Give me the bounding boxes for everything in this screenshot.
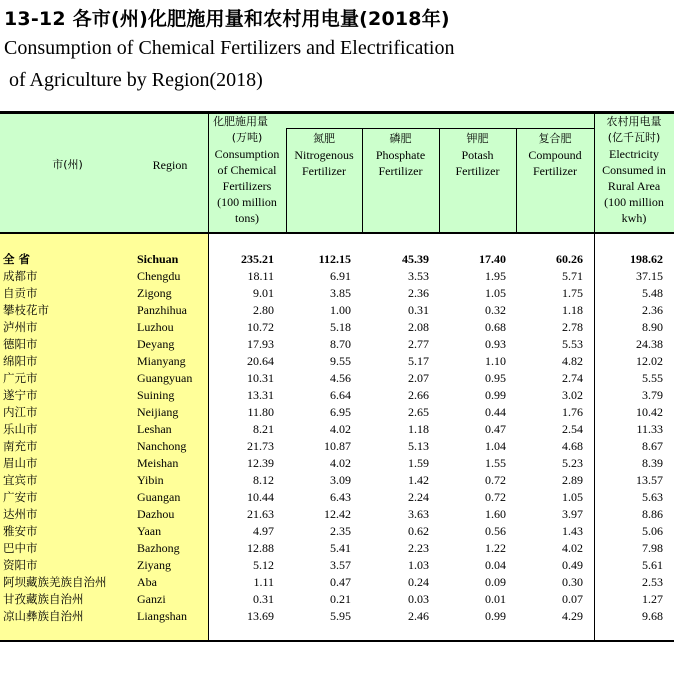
region-en: Luzhou [137,320,174,334]
cell-compound: 4.82 [562,354,583,368]
cell-compound: 4.02 [562,541,583,555]
cell-nitrogenous: 4.56 [330,371,351,385]
cell-compound: 0.07 [562,592,583,606]
region-en: Liangshan [137,609,187,623]
cell-fertilizer-total: 5.12 [253,558,274,572]
cell-fertilizer-total: 9.01 [253,286,274,300]
cell-electricity: 2.53 [642,575,663,589]
region-cn: 宜宾市 [3,473,38,487]
potash-en-2: Fertilizer [455,164,500,178]
elec-unit-cn: (亿千瓦时) [607,131,661,144]
cell-nitrogenous: 112.15 [318,252,351,266]
region-cn: 攀枝花市 [3,303,49,317]
region-cn: 德阳市 [3,337,38,351]
region-cn: 巴中市 [3,541,38,555]
fert-en-5: tons) [235,211,259,225]
table-row [0,540,674,557]
cell-potash: 0.01 [485,592,506,606]
cell-fertilizer-total: 10.72 [247,320,274,334]
cell-electricity: 5.55 [642,371,663,385]
region-en: Guangyuan [137,371,193,385]
phos-en-1: Phosphate [375,148,426,162]
cell-nitrogenous: 0.21 [330,592,351,606]
cell-potash: 0.99 [485,388,506,402]
region-cn: 乐山市 [3,422,38,436]
cell-potash: 1.10 [485,354,506,368]
region-cn: 绵阳市 [3,354,38,368]
region-en: Neijiang [137,405,179,419]
cell-electricity: 10.42 [636,405,663,419]
table-row [0,523,674,540]
phos-cn: 磷肥 [389,132,412,145]
cell-electricity: 11.33 [636,422,663,436]
cell-potash: 0.56 [485,524,506,538]
cell-fertilizer-total: 12.88 [247,541,274,555]
cell-fertilizer-total: 13.31 [247,388,274,402]
region-en: Guangan [137,490,181,504]
comp-cn: 复合肥 [538,132,572,145]
cell-potash: 1.60 [485,507,506,521]
cell-potash: 0.95 [485,371,506,385]
nitro-cn: 氮肥 [313,132,335,145]
cell-fertilizer-total: 2.80 [253,303,274,317]
cell-compound: 1.75 [562,286,583,300]
table-row [0,268,674,285]
cell-nitrogenous: 12.42 [324,507,351,521]
cell-fertilizer-total: 4.97 [253,524,274,538]
table-row [0,285,674,302]
cell-phosphate: 3.53 [408,269,429,283]
region-en: Nanchong [137,439,187,453]
cell-potash: 0.93 [485,337,506,351]
region-cn: 雅安市 [3,524,38,538]
cell-compound: 0.30 [562,575,583,589]
region-cn: 资阳市 [3,558,38,572]
cell-nitrogenous: 6.43 [330,490,351,504]
cell-compound: 1.43 [562,524,583,538]
elec-en-4: (100 million [604,195,664,209]
cell-phosphate: 5.17 [408,354,429,368]
table-bottom-rule [0,640,674,642]
cell-phosphate: 2.46 [408,609,429,623]
region-en: Dazhou [137,507,175,521]
cell-phosphate: 2.07 [408,371,429,385]
cell-compound: 1.05 [562,490,583,504]
cell-nitrogenous: 3.09 [330,473,351,487]
cell-compound: 3.97 [562,507,583,521]
region-en: Bazhong [137,541,180,555]
cell-compound: 5.71 [562,269,583,283]
cell-nitrogenous: 5.95 [330,609,351,623]
region-cn: 南充市 [3,439,38,453]
region-en: Suining [137,388,175,402]
cell-potash: 1.22 [485,541,506,555]
cell-nitrogenous: 4.02 [330,422,351,436]
header-fertilizer-total [208,114,286,226]
elec-en-1: Electricity [609,147,659,161]
cell-phosphate: 2.65 [408,405,429,419]
region-cn: 内江市 [3,405,38,419]
cell-nitrogenous: 6.91 [330,269,351,283]
region-cn: 遂宁市 [3,388,38,402]
table-row [0,353,674,370]
potash-cn: 钾肥 [466,132,489,145]
cell-fertilizer-total: 13.69 [247,609,274,623]
cell-electricity: 8.86 [642,507,663,521]
cell-electricity: 8.90 [642,320,663,334]
cell-potash: 0.68 [485,320,506,334]
cell-phosphate: 0.62 [408,524,429,538]
table-row [0,387,674,404]
region-cn: 阿坝藏族羌族自治州 [3,575,107,589]
cell-compound: 2.74 [562,371,583,385]
region-en: Yaan [137,524,162,538]
cell-fertilizer-total: 10.44 [247,490,274,504]
cell-phosphate: 1.18 [408,422,429,436]
cell-electricity: 24.38 [636,337,663,351]
cell-compound: 5.53 [562,337,583,351]
region-en: Deyang [137,337,175,351]
cell-potash: 1.55 [485,456,506,470]
region-cn: 达州市 [3,507,38,521]
cell-compound: 2.89 [562,473,583,487]
cell-nitrogenous: 3.57 [330,558,351,572]
cell-nitrogenous: 5.18 [330,320,351,334]
potash-en-1: Potash [461,148,494,162]
cell-fertilizer-total: 12.39 [247,456,274,470]
title-english-line1: Consumption of Chemical Fertilizers and Electrification [4,37,455,59]
cell-fertilizer-total: 11.80 [247,405,274,419]
cell-phosphate: 3.63 [408,507,429,521]
cell-electricity: 198.62 [630,252,663,266]
table-row-total [0,251,674,268]
table-top-rule [0,111,674,114]
comp-en-2: Fertilizer [533,164,577,178]
cell-fertilizer-total: 235.21 [241,252,274,266]
cell-electricity: 13.57 [636,473,663,487]
cell-electricity: 2.36 [642,303,663,317]
cell-potash: 0.72 [485,473,506,487]
elec-cn: 农村用电量 [606,115,662,128]
cell-potash: 0.04 [485,558,506,572]
region-cn: 广安市 [3,490,38,504]
cell-phosphate: 5.13 [408,439,429,453]
cell-fertilizer-total: 21.73 [247,439,274,453]
cell-potash: 0.99 [485,609,506,623]
region-en: Chengdu [137,269,181,283]
cell-fertilizer-total: 8.21 [253,422,274,436]
region-cn: 凉山彝族自治州 [3,609,84,623]
table-row [0,489,674,506]
region-en: Yibin [137,473,164,487]
header-nitrogenous [286,131,362,179]
cell-phosphate: 1.59 [408,456,429,470]
cell-electricity: 5.63 [642,490,663,504]
table-row [0,370,674,387]
cell-phosphate: 0.03 [408,592,429,606]
header-phosphate [362,131,439,179]
table-row [0,319,674,336]
header-potash [439,131,516,179]
comp-en-1: Compound [528,148,582,162]
cell-phosphate: 2.77 [408,337,429,351]
cell-potash: 0.72 [485,490,506,504]
cell-fertilizer-total: 18.11 [247,269,274,283]
elec-en-2: Consumed in [602,163,666,177]
fert-en-4: (100 million [217,195,277,209]
cell-potash: 0.32 [485,303,506,317]
table-row [0,574,674,591]
cell-electricity: 8.39 [642,456,663,470]
header-bottom-rule [0,232,674,234]
cell-electricity: 9.68 [642,609,663,623]
cell-nitrogenous: 5.41 [330,541,351,555]
region-en: Aba [137,575,157,589]
cell-compound: 1.18 [562,303,583,317]
cell-compound: 2.78 [562,320,583,334]
table-row [0,455,674,472]
region-cn: 泸州市 [3,320,38,334]
cell-nitrogenous: 9.55 [330,354,351,368]
cell-compound: 4.68 [562,439,583,453]
cell-phosphate: 2.23 [408,541,429,555]
region-en: Ziyang [137,558,171,572]
elec-en-5: kwh) [621,211,647,225]
region-en: Zigong [137,286,172,300]
fert-en-2: of Chemical [217,163,277,177]
header-city-cn: 市(州) [52,158,83,171]
cell-electricity: 37.15 [636,269,663,283]
region-cn: 成都市 [3,269,38,283]
cell-phosphate: 0.31 [408,303,429,317]
cell-phosphate: 2.36 [408,286,429,300]
header-region-en: Region [152,158,188,172]
table-row [0,472,674,489]
cell-nitrogenous: 4.02 [330,456,351,470]
cell-fertilizer-total: 10.31 [247,371,274,385]
cell-nitrogenous: 6.64 [330,388,351,402]
title-english-line2: of Agriculture by Region(2018) [9,69,263,91]
region-cn: 全省 [3,252,34,266]
region-cn: 广元市 [3,371,38,385]
header-compound [516,131,594,179]
cell-potash: 0.09 [485,575,506,589]
cell-electricity: 1.27 [642,592,663,606]
cell-phosphate: 2.24 [408,490,429,504]
cell-phosphate: 1.03 [408,558,429,572]
table-row [0,302,674,319]
cell-electricity: 5.06 [642,524,663,538]
table-row [0,608,674,625]
cell-nitrogenous: 6.95 [330,405,351,419]
cell-electricity: 5.48 [642,286,663,300]
cell-potash: 1.95 [485,269,506,283]
cell-compound: 1.76 [562,405,583,419]
elec-en-3: Rural Area [607,179,661,193]
region-cn: 自贡市 [3,286,38,300]
cell-fertilizer-total: 0.31 [253,592,274,606]
cell-fertilizer-total: 20.64 [247,354,274,368]
title-chinese: 13-12 各市(州)化肥施用量和农村用电量(2018年) [4,8,450,30]
cell-compound: 5.23 [562,456,583,470]
table-row [0,421,674,438]
cell-fertilizer-total: 17.93 [247,337,274,351]
region-en: Sichuan [137,252,179,266]
cell-potash: 1.04 [485,439,506,453]
fert-group-cn: 化肥施用量 [213,115,268,128]
cell-nitrogenous: 1.00 [330,303,351,317]
cell-compound: 3.02 [562,388,583,402]
cell-electricity: 12.02 [636,354,663,368]
region-en: Ganzi [137,592,166,606]
table-row [0,591,674,608]
cell-electricity: 7.98 [642,541,663,555]
data-table [0,111,674,642]
nitro-en-1: Nitrogenous [294,148,354,162]
cell-phosphate: 2.08 [408,320,429,334]
region-en: Panzhihua [137,303,187,317]
table-row [0,438,674,455]
phos-en-2: Fertilizer [378,164,423,178]
table-row [0,336,674,353]
fert-unit-cn: (万吨) [231,131,263,144]
cell-nitrogenous: 3.85 [330,286,351,300]
fert-en-3: Fertilizers [222,179,272,193]
cell-nitrogenous: 2.35 [330,524,351,538]
region-en: Meishan [137,456,179,470]
cell-compound: 4.29 [562,609,583,623]
cell-potash: 17.40 [479,252,506,266]
cell-fertilizer-total: 21.63 [247,507,274,521]
cell-potash: 0.44 [485,405,506,419]
cell-phosphate: 2.66 [408,388,429,402]
table-row [0,557,674,574]
cell-nitrogenous: 0.47 [330,575,351,589]
cell-electricity: 8.67 [642,439,663,453]
cell-electricity: 5.61 [642,558,663,572]
fertilizer-group-rule [286,128,594,129]
region-en: Leshan [137,422,172,436]
cell-nitrogenous: 10.87 [324,439,351,453]
cell-potash: 1.05 [485,286,506,300]
region-cn: 甘孜藏族自治州 [3,592,84,606]
cell-nitrogenous: 8.70 [330,337,351,351]
fert-en-1: Consumption [214,147,280,161]
region-en: Mianyang [137,354,186,368]
cell-electricity: 3.79 [642,388,663,402]
header-electricity [594,114,674,226]
cell-phosphate: 1.42 [408,473,429,487]
cell-compound: 60.26 [556,252,583,266]
table-row [0,506,674,523]
cell-compound: 0.49 [562,558,583,572]
nitro-en-2: Fertilizer [302,164,346,178]
region-cn: 眉山市 [3,456,38,470]
cell-phosphate: 0.24 [408,575,429,589]
cell-phosphate: 45.39 [402,252,429,266]
cell-potash: 0.47 [485,422,506,436]
cell-compound: 2.54 [562,422,583,436]
cell-fertilizer-total: 8.12 [253,473,274,487]
cell-fertilizer-total: 1.11 [253,575,274,589]
table-row [0,404,674,421]
